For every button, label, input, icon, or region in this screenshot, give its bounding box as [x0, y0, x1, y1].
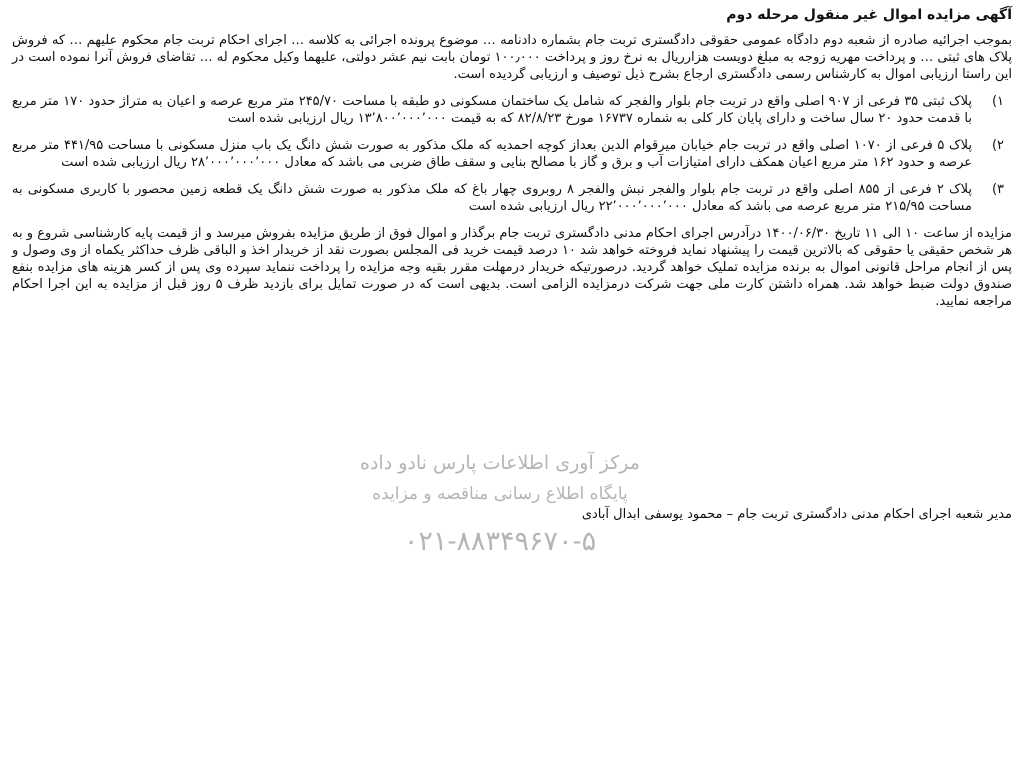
watermark-line-1: مرکز آوری اطلاعات پارس نادو داده — [360, 452, 640, 474]
property-item-number: ۳) — [991, 182, 1005, 197]
intro-paragraph: بموجب اجرائیه صادره از شعبه دوم دادگاه عمومی حقوقی دادگستری تربت جام بشماره دادنامه … موضوع پرونده اجرائی به کلاسه … اجرای احکام تربت جام محکوم علیهم … که فروش پلاک های ثبتی … و پرداخت مهریه زوجه به مبلغ دویست هزارریال به نرخ روز و پرداخت ۱۰۰٫۰۰۰ تومان بابت نیم عشر دولتی، علیهما وکیل محکوم له … تقاضای فروش آنرا نموده است در این راستا ارزیابی اموال به کارشناس رسمی دادگستری ارجاع بشرح ذیل توصیف و ارزیابی گردیده است. — [12, 33, 1012, 82]
signature-line: مدیر شعبه اجرای احکام مدنی دادگستری تربت جام – محمود یوسفی ابدال آبادی — [581, 507, 1012, 522]
property-item-text: پلاک ثبتی ۳۵ فرعی از ۹۰۷ اصلی واقع در تربت جام بلوار والفجر که شامل یک ساختمان مسکونی دو طبقه با مساحت ۲۴۵/۷۰ متر مربع عرصه و اعیان به متراژ حدود ۱۷۰ متر مربع با قدمت حدود ۲۰ سال ساخت و دارای پایان کار کلی به شماره ۱۶۷۳۷ مورخ ۸۲/۸/۲۳ که به قیمت ۱۳٬۸۰۰٬۰۰۰٬۰۰۰ ریال ارزیابی شده است — [12, 94, 972, 126]
property-item-number: ۲) — [991, 138, 1005, 153]
auction-terms: مزایده از ساعت ۱۰ الی ۱۱ تاریخ ۱۴۰۰/۰۶/۳۰ درآدرس اجرای احکام مدنی دادگستری تربت جام برگذار و اموال فوق از طریق مزایده بفروش میرسد و از قیمت پایه کارشناسی شروع و به هر شخص حقیقی یا حقوقی که بالاترین قیمت را پیشنهاد نماید فروخته خواهد شد ۱۰ درصد قیمت خرید فی المجلس بصورت نقد از خریدار اخذ و الباقی ظرف حداکثر یکماه از وی وصول و پس از انجام مراحل قانونی اموال به برنده مزایده تملیک خواهد گردید. درصورتیکه خریدار درمهلت مقرر بقیه وجه مزایده را پرداخت ننماید سپرده وی پس از کسر هزینه های مزایده بنفع صندوق دولت ضبط خواهد شد. همراه داشتن کارت ملی جهت شرکت درمزایده الزامی است. بدیهی است که در صورت تمایل برای بازدید ظرف ۵ روز قبل از مزایده به این اجرا احکام مراجعه نمایید. — [12, 226, 1013, 309]
property-item — [12, 137, 1012, 171]
property-item-number: ۱) — [991, 94, 1005, 109]
property-item — [12, 181, 1012, 215]
property-item — [12, 93, 1012, 127]
watermark-line-2: پایگاه اطلاع رسانی مناقصه و مزایده — [372, 484, 628, 504]
property-item-text: پلاک ۵ فرعی از ۱۰۷۰ اصلی واقع در تربت جام خیابان میرقوام الدین بعداز کوچه احمدیه که ملک مذکور به صورت شش دانگ یک باب منزل مسکونی با مساحت ۴۴۱/۹۵ متر مربع عرصه و حدود ۱۶۲ متر مربع اعیان همکف دارای امتیازات آب و برق و گاز با مصالح بنایی و سقف طاق ضربی می باشد که معادل ۲۸٬۰۰۰٬۰۰۰٬۰۰۰ ریال ارزیابی شده است — [12, 138, 972, 170]
watermark-phone: ۰۲۱-۸۸۳۴۹۶۷۰-۵ — [403, 526, 597, 557]
notice-title: آگهی مزایده اموال غیر منقول مرحله دوم — [726, 7, 1012, 23]
property-item-text: پلاک ۲ فرعی از ۸۵۵ اصلی واقع در تربت جام بلوار والفجر نبش والفجر ۸ روبروی چهار باغ که ملک مذکور به صورت شش دانگ یک قطعه زمین محصور با کاربری مسکونی به مساحت ۲۱۵/۹۵ متر مربع عرصه می باشد که معادل ۲۲٬۰۰۰٬۰۰۰٬۰۰۰ ریال ارزیابی شده است — [12, 182, 972, 214]
